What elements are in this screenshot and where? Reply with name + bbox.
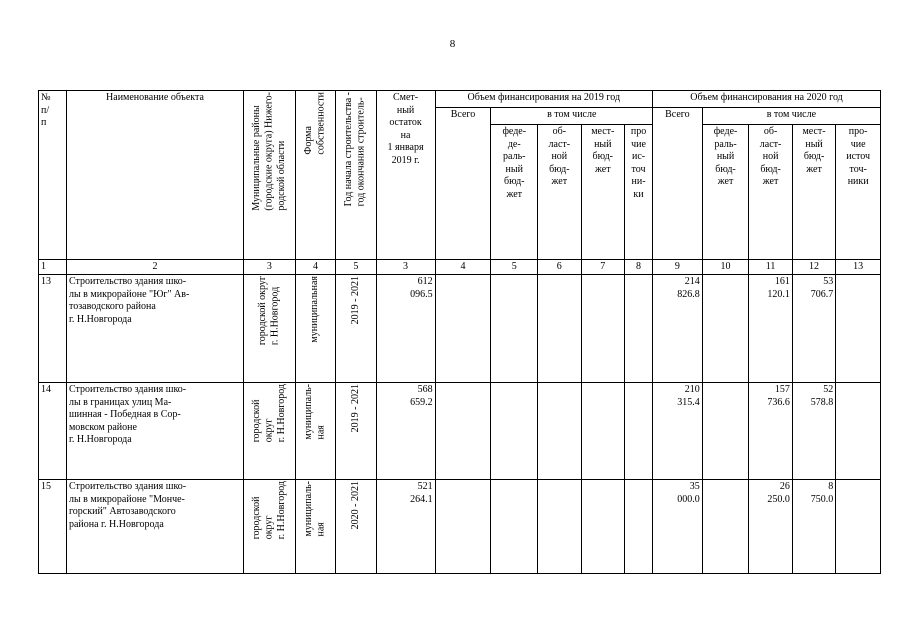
col-number: 12 xyxy=(792,259,835,275)
col-number: 1 xyxy=(39,259,67,275)
empty-cell xyxy=(581,383,624,480)
empty-cell xyxy=(581,480,624,574)
header-years: Год начала строительства - год окончания строитель- xyxy=(336,91,376,260)
col-number: 13 xyxy=(836,259,881,275)
empty-cell xyxy=(625,275,653,383)
empty-cell xyxy=(435,480,491,574)
empty-cell xyxy=(836,480,881,574)
table-row xyxy=(39,480,881,574)
object-name: Строительство здания шко- лы в микрорайоне "Монче- горский" Автозаводского района г. Н.Новгорода xyxy=(66,480,243,574)
empty-cell xyxy=(702,383,749,480)
regional-2020-value: 157 736.6 xyxy=(749,383,792,480)
table-row xyxy=(39,275,881,383)
empty-cell xyxy=(702,275,749,383)
empty-cell xyxy=(538,480,581,574)
local-2020-value: 53 706.7 xyxy=(792,275,835,383)
col-number: 7 xyxy=(581,259,624,275)
regional-2020-value: 161 120.1 xyxy=(749,275,792,383)
header-2019-federal: феде- де- раль- ный бюд- жет xyxy=(491,125,538,259)
total-2020-value: 214 826.8 xyxy=(653,275,703,383)
estimate-value: 612 096.5 xyxy=(376,275,435,383)
regional-2020-value: 26 250.0 xyxy=(749,480,792,574)
empty-cell xyxy=(435,275,491,383)
header-2019-other: про чие ис- точ ни- ки xyxy=(625,125,653,259)
col-number: 4 xyxy=(435,259,491,275)
col-number: 3 xyxy=(244,259,296,275)
header-2019-local: мест- ный бюд- жет xyxy=(581,125,624,259)
header-2020-federal: феде- раль- ный бюд- жет xyxy=(702,125,749,259)
estimate-value: 568 659.2 xyxy=(376,383,435,480)
table-row xyxy=(39,383,881,480)
col-number: 8 xyxy=(625,259,653,275)
header-2020-other: про- чие источ точ- ники xyxy=(836,125,881,259)
header-2019-regional: об- ласт- ной бюд- жет xyxy=(538,125,581,259)
total-2020-value: 35 000.0 xyxy=(653,480,703,574)
header-estimate: Смет- ный остаток на 1 января 2019 г. xyxy=(376,91,435,260)
years-cell: 2019 - 2021 xyxy=(336,383,376,480)
col-number: 6 xyxy=(538,259,581,275)
col-number: 4 xyxy=(295,259,335,275)
ownership-cell: муниципаль- ная xyxy=(295,480,335,574)
empty-cell xyxy=(491,480,538,574)
header-district: Муниципальные районы (городские округа) Нижего- родской области xyxy=(244,91,296,260)
empty-cell xyxy=(491,275,538,383)
years-cell: 2020 - 2021 xyxy=(336,480,376,574)
empty-cell xyxy=(625,480,653,574)
empty-cell xyxy=(836,275,881,383)
header-ownership: Форма собственности xyxy=(295,91,335,260)
col-number: 3 xyxy=(376,259,435,275)
col-number: 9 xyxy=(653,259,703,275)
header-2019: Объем финансирования на 2019 год xyxy=(435,91,652,108)
empty-cell xyxy=(702,480,749,574)
row-num: 13 xyxy=(39,275,67,383)
empty-cell xyxy=(538,275,581,383)
column-numbers-row xyxy=(39,259,881,275)
header-2020-incl: в том числе xyxy=(702,108,880,125)
empty-cell xyxy=(625,383,653,480)
estimate-value: 521 264.1 xyxy=(376,480,435,574)
district-cell: городской округ г. Н.Новгород xyxy=(244,383,296,480)
page-number: 8 xyxy=(449,38,456,50)
district-cell: городской округ г. Н.Новгород xyxy=(244,275,296,383)
col-number: 2 xyxy=(66,259,243,275)
col-number: 5 xyxy=(491,259,538,275)
header-name: Наименование объекта xyxy=(66,91,243,260)
col-number: 5 xyxy=(336,259,376,275)
empty-cell xyxy=(836,383,881,480)
years-cell: 2019 - 2021 xyxy=(336,275,376,383)
header-2020-local: мест- ный бюд- жет xyxy=(792,125,835,259)
header-num: № п/ п xyxy=(39,91,67,260)
object-name: Строительство здания шко- лы в границах улиц Ма- шинная - Победная в Сор- мовском районе г. Н.Новгорода xyxy=(66,383,243,480)
total-2020-value: 210 315.4 xyxy=(653,383,703,480)
empty-cell xyxy=(491,383,538,480)
empty-cell xyxy=(538,383,581,480)
header-2020: Объем финансирования на 2020 год xyxy=(653,91,881,108)
local-2020-value: 8 750.0 xyxy=(792,480,835,574)
ownership-cell: муниципаль- ная xyxy=(295,383,335,480)
ownership-cell: муниципальная xyxy=(295,275,335,383)
empty-cell xyxy=(435,383,491,480)
header-2019-total: Всего xyxy=(435,108,491,259)
col-number: 10 xyxy=(702,259,749,275)
header-2019-incl: в том числе xyxy=(491,108,653,125)
header-2020-total: Всего xyxy=(653,108,703,259)
local-2020-value: 52 578.8 xyxy=(792,383,835,480)
row-num: 15 xyxy=(39,480,67,574)
col-number: 11 xyxy=(749,259,792,275)
financing-table xyxy=(38,90,881,574)
district-cell: городской округ г. Н.Новгород xyxy=(244,480,296,574)
row-num: 14 xyxy=(39,383,67,480)
header-2020-regional: об- ласт- ной бюд- жет xyxy=(749,125,792,259)
empty-cell xyxy=(581,275,624,383)
object-name: Строительство здания шко- лы в микрорайоне "Юг" Ав- тозаводского района г. Н.Новгорода xyxy=(66,275,243,383)
